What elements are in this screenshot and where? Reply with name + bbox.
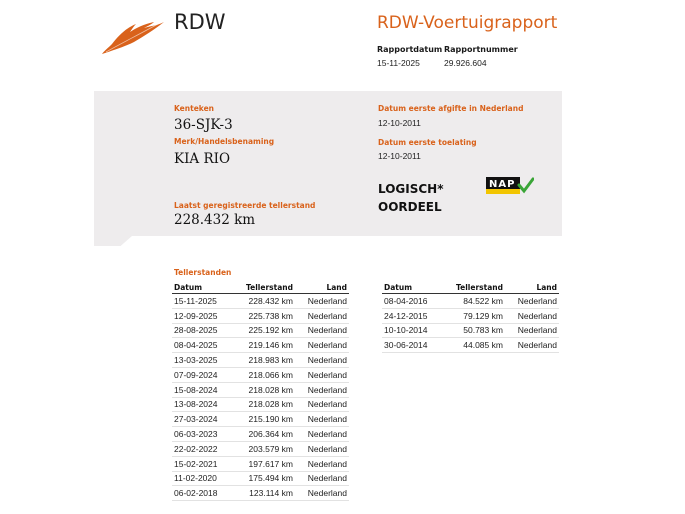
cell-reading: 219.146 km (231, 338, 295, 353)
table-row (382, 338, 559, 353)
table-row (172, 441, 349, 456)
rdw-logo-icon (100, 20, 166, 56)
cell-date: 11-02-2020 (172, 471, 231, 486)
odometer-table-right (382, 281, 559, 353)
cell-reading: 218.983 km (231, 353, 295, 368)
cell-reading: 175.494 km (231, 471, 295, 486)
cell-date: 08-04-2025 (172, 338, 231, 353)
cell-date: 13-08-2024 (172, 397, 231, 412)
table-row (172, 294, 349, 309)
cell-country: Nederland (295, 338, 349, 353)
cell-country: Nederland (295, 471, 349, 486)
plate-label: Kenteken (174, 104, 214, 113)
cell-reading: 123.114 km (231, 486, 295, 501)
cell-reading: 44.085 km (441, 338, 505, 353)
cell-country: Nederland (295, 308, 349, 323)
cell-country: Nederland (505, 338, 559, 353)
cell-date: 06-02-2018 (172, 486, 231, 501)
verdict (378, 180, 444, 216)
report-date: 15-11-2025 (377, 58, 420, 68)
verdict-line1: LOGISCH* (378, 182, 444, 196)
table-row (172, 456, 349, 471)
first-admission-label: Datum eerste toelating (378, 138, 477, 147)
report-title: RDW-Voertuigrapport (377, 13, 558, 33)
cell-reading: 50.783 km (441, 323, 505, 338)
plate-value: 36-SJK-3 (174, 117, 233, 133)
cell-country: Nederland (295, 323, 349, 338)
col-reading-header: Tellerstand (441, 281, 505, 294)
table-row (382, 308, 559, 323)
first-issue-nl-value: 12-10-2011 (378, 118, 421, 128)
table-row (172, 382, 349, 397)
cell-date: 27-03-2024 (172, 412, 231, 427)
cell-date: 10-10-2014 (382, 323, 441, 338)
cell-country: Nederland (295, 382, 349, 397)
col-date-header: Datum (382, 281, 441, 294)
table-row (172, 471, 349, 486)
nap-text: NAP (489, 179, 516, 190)
cell-date: 15-02-2021 (172, 456, 231, 471)
odometer-table-left (172, 281, 349, 501)
cell-country: Nederland (295, 427, 349, 442)
report-date-label: Rapportdatum (377, 45, 443, 54)
cell-date: 15-11-2025 (172, 294, 231, 309)
report-number-label: Rapportnummer (444, 45, 518, 54)
col-date-header: Datum (172, 281, 231, 294)
report-number: 29.926.604 (444, 58, 487, 68)
table-row (172, 412, 349, 427)
col-country-header: Land (505, 281, 559, 294)
cell-reading: 215.190 km (231, 412, 295, 427)
first-issue-nl-label: Datum eerste afgifte in Nederland (378, 104, 524, 113)
cell-reading: 228.432 km (231, 294, 295, 309)
table-row (382, 294, 559, 309)
cell-country: Nederland (505, 294, 559, 309)
cell-reading: 79.129 km (441, 308, 505, 323)
cell-date: 06-03-2023 (172, 427, 231, 442)
table-row (172, 323, 349, 338)
cell-date: 15-08-2024 (172, 382, 231, 397)
cell-country: Nederland (295, 486, 349, 501)
nap-check-icon (486, 177, 534, 195)
cell-country: Nederland (295, 367, 349, 382)
first-admission-value: 12-10-2011 (378, 151, 421, 161)
table-row (172, 486, 349, 501)
make-label: Merk/Handelsbenaming (174, 137, 275, 146)
cell-date: 13-03-2025 (172, 353, 231, 368)
cell-date: 07-09-2024 (172, 367, 231, 382)
table-row (172, 427, 349, 442)
cell-date: 12-09-2025 (172, 308, 231, 323)
table-row (172, 308, 349, 323)
cell-country: Nederland (505, 308, 559, 323)
cell-date: 28-08-2025 (172, 323, 231, 338)
table-row (172, 397, 349, 412)
table-header-row (172, 281, 349, 294)
panel-notch (94, 236, 132, 246)
cell-reading: 225.192 km (231, 323, 295, 338)
make-value: KIA RIO (174, 151, 231, 167)
cell-country: Nederland (295, 294, 349, 309)
cell-reading: 218.028 km (231, 397, 295, 412)
cell-country: Nederland (505, 323, 559, 338)
mileage-value: 228.432 km (174, 212, 256, 228)
table-row (382, 323, 559, 338)
table-row (172, 367, 349, 382)
cell-reading: 206.364 km (231, 427, 295, 442)
brand-name: RDW (174, 10, 226, 34)
cell-reading: 218.028 km (231, 382, 295, 397)
cell-reading: 203.579 km (231, 441, 295, 456)
cell-country: Nederland (295, 441, 349, 456)
cell-reading: 218.066 km (231, 367, 295, 382)
cell-date: 22-02-2022 (172, 441, 231, 456)
cell-date: 08-04-2016 (382, 294, 441, 309)
table-row (172, 338, 349, 353)
cell-country: Nederland (295, 412, 349, 427)
verdict-line2: OORDEEL (378, 200, 442, 214)
cell-reading: 197.617 km (231, 456, 295, 471)
cell-date: 30-06-2014 (382, 338, 441, 353)
table-header-row (382, 281, 559, 294)
cell-country: Nederland (295, 456, 349, 471)
col-country-header: Land (295, 281, 349, 294)
odometer-heading: Tellerstanden (174, 268, 232, 277)
cell-country: Nederland (295, 397, 349, 412)
table-row (172, 353, 349, 368)
col-reading-header: Tellerstand (231, 281, 295, 294)
cell-reading: 84.522 km (441, 294, 505, 309)
cell-reading: 225.738 km (231, 308, 295, 323)
cell-date: 24-12-2015 (382, 308, 441, 323)
cell-country: Nederland (295, 353, 349, 368)
mileage-label: Laatst geregistreerde tellerstand (174, 201, 316, 210)
